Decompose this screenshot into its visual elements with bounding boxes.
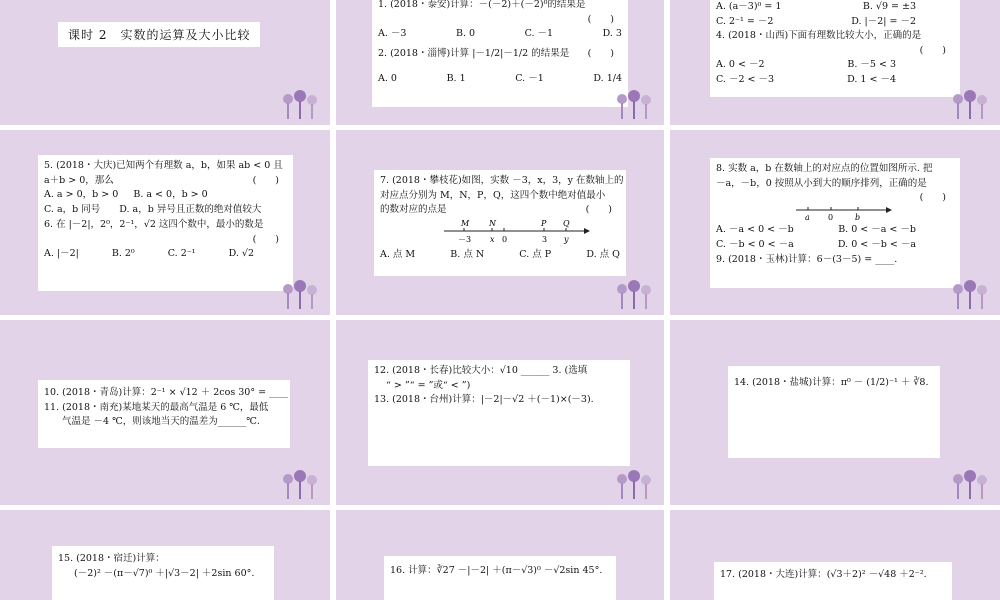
question-17: 17. (2018・大连)计算：(√3＋2)² －√48 ＋2⁻². bbox=[720, 569, 927, 580]
tick-label: 0 bbox=[828, 213, 834, 223]
question-16: 16. 计算：∛27 －|－2| ＋(π－√3)⁰ －√2sin 45°. bbox=[390, 565, 603, 576]
slide-tile-4[interactable] bbox=[0, 130, 330, 315]
option: A. 0 bbox=[378, 73, 397, 85]
flower-decoration-icon bbox=[612, 87, 656, 119]
option: B. 0 bbox=[455, 27, 476, 39]
option: B. √9 = ±3 bbox=[862, 1, 916, 12]
tick-label: a bbox=[805, 213, 810, 223]
option: B. a < 0，b > 0 bbox=[133, 189, 208, 201]
answer-paren: ( ) bbox=[252, 233, 279, 245]
slide-tile-11[interactable] bbox=[336, 510, 664, 600]
option: B. 点 N bbox=[450, 249, 485, 261]
flower-decoration-icon bbox=[948, 87, 992, 119]
slide-tile-2[interactable] bbox=[336, 0, 664, 125]
tick-label: 0 bbox=[502, 235, 508, 245]
option: C. 2⁻¹ = －2 bbox=[716, 15, 774, 27]
option: A. |－2| bbox=[44, 247, 79, 259]
question-card bbox=[714, 562, 952, 600]
question-8: 8. 实数 a，b 在数轴上的对应点的位置如图所示. 把 bbox=[716, 163, 933, 174]
answer-paren: ( ) bbox=[587, 13, 614, 25]
option: C. －1 bbox=[524, 27, 554, 39]
answer-paren: ( ) bbox=[919, 192, 946, 204]
flower-decoration-icon bbox=[612, 467, 656, 499]
question-11-cont: 气温是 －4 ℃，则该地当天的温差为______℃. bbox=[62, 416, 260, 428]
number-line bbox=[384, 218, 624, 248]
options-row bbox=[716, 15, 916, 30]
question-card bbox=[38, 155, 293, 291]
option: D. 点 Q bbox=[586, 249, 620, 261]
question-7-cont: 对应点分别为 M，N，P，Q，这四个数中绝对值最小 bbox=[380, 189, 606, 201]
option: D. 1 < －4 bbox=[847, 73, 896, 85]
flower-decoration-icon bbox=[278, 87, 322, 119]
question-12-cont: “ > ”“ = ”或“ < ”) bbox=[386, 379, 471, 391]
slide-tile-12[interactable] bbox=[670, 510, 1000, 600]
question-card bbox=[384, 556, 616, 600]
options-row bbox=[716, 73, 896, 88]
option: C. －b < 0 < －a bbox=[716, 239, 794, 251]
options-row bbox=[716, 58, 896, 73]
tick-label: x bbox=[490, 235, 495, 245]
question-5: 5. (2018・大庆)已知两个有理数 a，b，如果 ab < 0 且 bbox=[44, 160, 283, 171]
question-card bbox=[710, 0, 960, 97]
slide-tile-5[interactable] bbox=[336, 130, 664, 315]
question-8-cont: －a，－b，0 按照从小到大的顺序排列，正确的是 bbox=[716, 177, 927, 189]
options-row bbox=[378, 27, 622, 42]
question-card bbox=[38, 380, 290, 448]
question-15-cont: (－2)² －(π－√7)⁰ ＋|√3－2| ＋2sin 60°. bbox=[74, 567, 255, 579]
option: C. 点 P bbox=[519, 249, 552, 261]
slide-tile-7[interactable] bbox=[0, 320, 330, 505]
flower-decoration-icon bbox=[948, 277, 992, 309]
question-11: 11. (2018・南充)某地某天的最高气温是 6 ℃，最低 bbox=[44, 401, 269, 413]
options-row bbox=[380, 248, 620, 263]
flower-decoration-icon bbox=[278, 277, 322, 309]
question-card bbox=[372, 0, 628, 107]
tick-label: 3 bbox=[542, 235, 548, 245]
point-label: M bbox=[461, 219, 470, 229]
options-row bbox=[716, 238, 916, 253]
question-10: 10. (2018・青岛)计算：2⁻¹ × √12 ＋ 2cos 30° = ____ bbox=[44, 387, 289, 398]
option: D. 3 bbox=[602, 27, 622, 39]
point-label: P bbox=[541, 219, 547, 229]
option: B. 1 bbox=[446, 73, 466, 85]
option: A. －3 bbox=[378, 27, 407, 39]
question-card bbox=[52, 546, 274, 600]
option: B. 0 < －a < －b bbox=[838, 224, 916, 236]
question-5-cont: a＋b > 0，那么 bbox=[44, 174, 114, 186]
option: B. 2⁰ bbox=[111, 247, 135, 259]
flower-decoration-icon bbox=[612, 277, 656, 309]
option: D. |－2| = －2 bbox=[851, 15, 916, 27]
question-12: 12. (2018・长春)比较大小：√10 ______ 3. (选填 bbox=[374, 365, 588, 376]
slide-tile-1[interactable] bbox=[0, 0, 330, 125]
slide-tile-3[interactable] bbox=[670, 0, 1000, 125]
option: A. 点 M bbox=[380, 249, 416, 261]
question-15: 15. (2018・宿迁)计算： bbox=[58, 553, 165, 564]
option: A. －a < 0 < －b bbox=[716, 224, 794, 236]
question-1: 1. (2018・泰安)计算：－(－2)＋(－2)⁰的结果是 bbox=[378, 0, 586, 10]
option: C. 2⁻¹ bbox=[167, 247, 196, 259]
option: A. (a－3)⁰ = 1 bbox=[716, 1, 782, 12]
answer-paren: ( ) bbox=[587, 48, 614, 60]
tick-label: －3 bbox=[458, 235, 472, 245]
option: C. －1 bbox=[515, 73, 544, 85]
question-card bbox=[368, 360, 630, 466]
question-7-cont: 的数对应的点是 bbox=[380, 204, 447, 216]
options-row bbox=[716, 223, 916, 238]
lesson-title: 课时 2 实数的运算及大小比较 bbox=[58, 22, 260, 47]
question-6: 6. 在 |－2|，2⁰，2⁻¹，√2 这四个数中，最小的数是 bbox=[44, 218, 264, 230]
flower-decoration-icon bbox=[948, 467, 992, 499]
point-label: N bbox=[489, 219, 496, 229]
flower-decoration-icon bbox=[278, 467, 322, 499]
slide-tile-10[interactable] bbox=[0, 510, 330, 600]
answer-paren: ( ) bbox=[919, 45, 946, 57]
question-13: 13. (2018・台州)计算：|－2|－√2 ＋(－1)×(－3). bbox=[374, 394, 594, 406]
option: C. －2 < －3 bbox=[716, 73, 775, 85]
option: D. 0 < －b < －a bbox=[837, 239, 916, 251]
question-9: 9. (2018・玉林)计算：6－(3－5) = ____. bbox=[716, 253, 898, 265]
tick-label: y bbox=[564, 235, 569, 245]
slide-tile-8[interactable] bbox=[336, 320, 664, 505]
options-row bbox=[378, 72, 622, 87]
options-row bbox=[44, 188, 287, 203]
question-card bbox=[710, 158, 960, 288]
option: B. －5 < 3 bbox=[847, 59, 896, 71]
options-row: C. a，b 同号 D. a，b 异号且正数的绝对值较大 bbox=[44, 204, 262, 216]
question-14: 14. (2018・盐城)计算：π⁰ － (1/2)⁻¹ ＋ ∛8. bbox=[734, 377, 929, 388]
question-4: 4. (2018・山西)下面有理数比较大小，正确的是 bbox=[716, 30, 922, 42]
point-label: Q bbox=[563, 219, 570, 229]
question-card bbox=[728, 366, 940, 458]
option: A. a > 0，b > 0 bbox=[44, 189, 119, 201]
question-card bbox=[374, 170, 626, 276]
options-row bbox=[716, 0, 916, 15]
tick-label: b bbox=[855, 213, 861, 223]
option: D. √2 bbox=[228, 247, 254, 259]
answer-paren: ( ) bbox=[252, 174, 279, 186]
slide-tile-9[interactable] bbox=[670, 320, 1000, 505]
option: A. 0 < －2 bbox=[716, 59, 765, 71]
option: D. 1/4 bbox=[593, 73, 622, 85]
slide-tile-6[interactable] bbox=[670, 130, 1000, 315]
options-row bbox=[44, 247, 254, 262]
question-2: 2. (2018・淄博)计算 |－1/2|－1/2 的结果是 bbox=[378, 48, 570, 60]
answer-paren: ( ) bbox=[585, 204, 612, 216]
question-7: 7. (2018・攀枝花)如图，实数 －3，x，3，y 在数轴上的 bbox=[380, 175, 624, 186]
number-line bbox=[716, 205, 956, 223]
